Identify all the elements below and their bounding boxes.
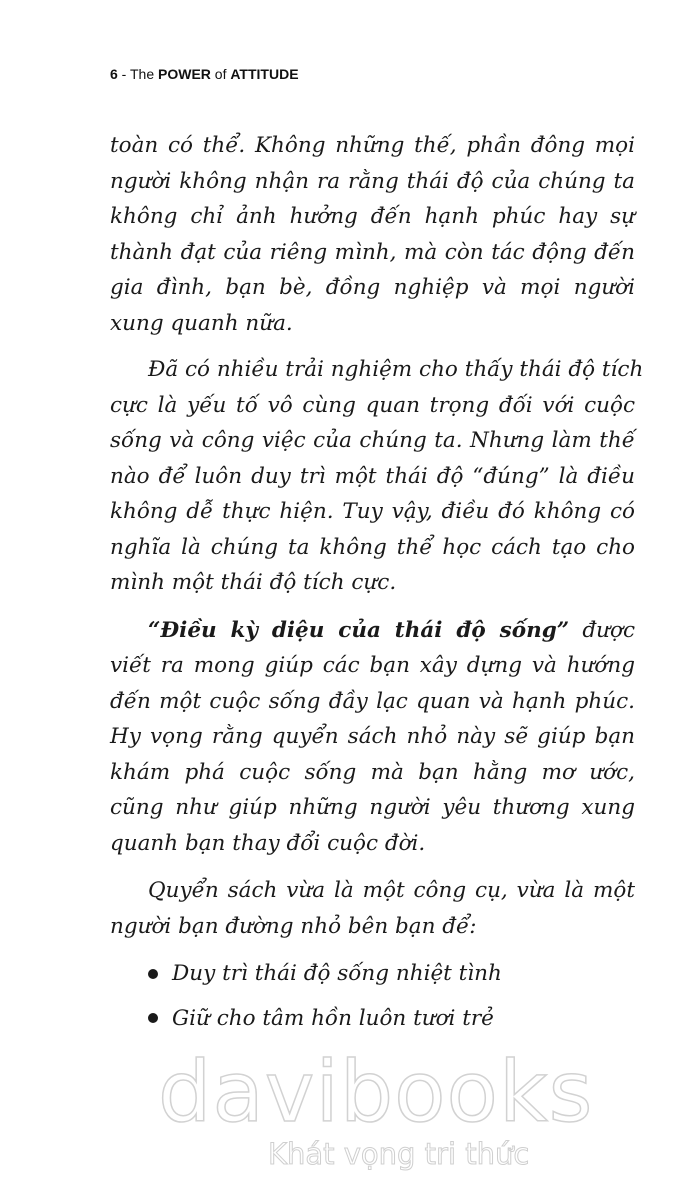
text-line: toàn có thể. Không những thế, phần đông mọi xyxy=(110,133,635,158)
text-line: Đã có nhiều trải nghiệm cho thấy thái độ tích xyxy=(148,357,644,382)
text-line: nào để luôn duy trì một thái độ “đúng” là điều xyxy=(110,463,635,489)
header-title-of: of xyxy=(210,66,231,82)
text-fragment: được xyxy=(569,617,635,643)
paragraph-2 xyxy=(110,352,644,601)
text-line: người không nhận ra rằng thái độ của chúng ta xyxy=(110,168,635,194)
text-line: cực là yếu tố vô cùng quan trọng đối với cuộc xyxy=(110,392,635,418)
text-line: viết ra mong giúp các bạn xây dựng và hướng xyxy=(110,653,635,678)
text-line xyxy=(110,613,635,649)
text-line: người bạn đường nhỏ bên bạn để: xyxy=(110,913,477,939)
list-item-text: Giữ cho tâm hồn luôn tươi trẻ xyxy=(172,1005,494,1031)
watermark-logo: davibooks xyxy=(158,1043,594,1141)
list-item-text: Duy trì thái độ sống nhiệt tình xyxy=(172,961,502,986)
text-line: không chỉ ảnh hưởng đến hạnh phúc hay sự xyxy=(110,204,635,229)
text-line: đến một cuộc sống đầy lạc quan và hạnh phúc. xyxy=(110,688,635,714)
watermark-tagline: Khát vọng tri thức xyxy=(268,1137,530,1171)
text-line: quanh bạn thay đổi cuộc đời. xyxy=(110,830,426,856)
text-line: sống và công việc của chúng ta. Nhưng làm thế xyxy=(110,428,635,453)
header-title-power: POWER xyxy=(158,66,211,82)
text-line: thành đạt của riêng mình, mà còn tác động đến xyxy=(110,239,635,265)
header-title-attitude: ATTITUDE xyxy=(230,66,299,82)
list-item xyxy=(110,956,635,992)
header-separator: - The xyxy=(117,66,158,82)
running-header xyxy=(110,66,299,82)
text-line: gia đình, bạn bè, đồng nghiệp và mọi người xyxy=(110,275,635,300)
text-line: cũng như giúp những người yêu thương xung xyxy=(110,795,635,820)
page-number: 6 xyxy=(110,66,118,82)
body-text xyxy=(110,128,644,1036)
paragraph-3 xyxy=(110,613,635,862)
text-line: không dễ thực hiện. Tuy vậy, điều đó không có xyxy=(110,499,635,524)
paragraph-4 xyxy=(110,873,635,944)
bullet-icon xyxy=(148,1013,158,1023)
text-line: mình một thái độ tích cực. xyxy=(110,570,397,595)
text-line: xung quanh nữa. xyxy=(110,310,293,336)
text-line: Hy vọng rằng quyển sách nhỏ này sẽ giúp bạn xyxy=(110,724,635,749)
bullet-icon xyxy=(148,969,158,979)
bullet-list xyxy=(110,956,635,1036)
text-line: nghĩa là chúng ta không thể học cách tạo cho xyxy=(110,534,635,560)
paragraph-1 xyxy=(110,128,635,341)
text-line: khám phá cuộc sống mà bạn hằng mơ ước, xyxy=(110,759,635,785)
text-line: Quyển sách vừa là một công cụ, vừa là một xyxy=(148,878,635,903)
book-title: “Điều kỳ diệu của thái độ sống” xyxy=(148,617,570,643)
list-item xyxy=(110,1001,635,1037)
